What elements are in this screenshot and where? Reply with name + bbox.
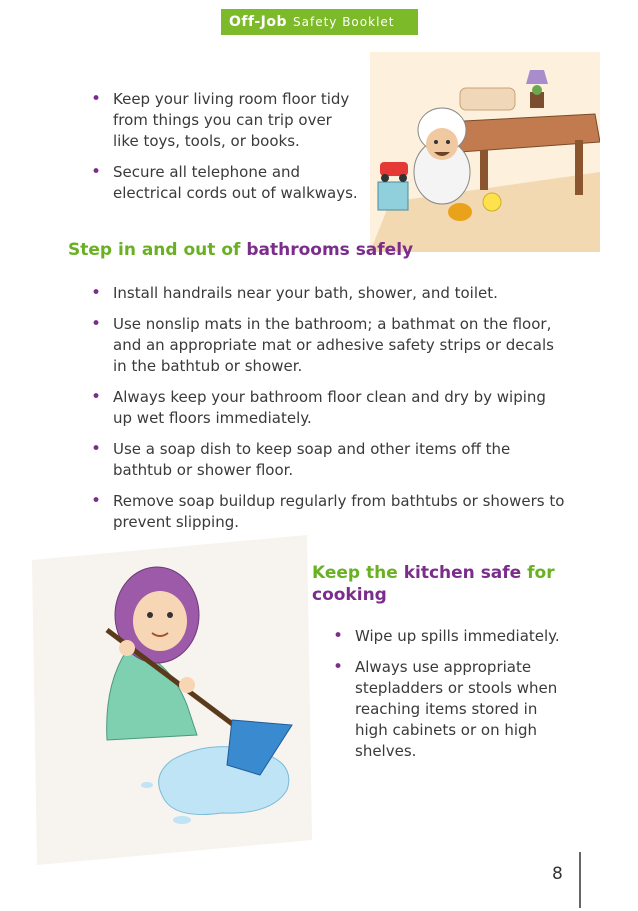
list-item: • Use a soap dish to keep soap and other items off the bathtub or shower floor. <box>91 439 569 481</box>
page-number: 8 <box>552 864 563 884</box>
header-banner <box>221 9 418 35</box>
living-room-illustration <box>370 52 600 252</box>
list-item: • Wipe up spills immediately. <box>333 626 573 647</box>
bathrooms-heading: Step in and out of bathrooms safely <box>68 240 414 260</box>
list-item: • Secure all telephone and electrical cords out of walkways. <box>91 162 361 204</box>
header-subtitle: Safety Booklet <box>293 15 395 29</box>
list-item: • Remove soap buildup regularly from bathtubs or showers to prevent slipping. <box>91 491 569 533</box>
kitchen-list <box>333 626 573 772</box>
bathrooms-list <box>91 283 569 543</box>
list-item: • Always keep your bathroom floor clean and dry by wiping up wet floors immediately. <box>91 387 569 429</box>
list-item: • Always use appropriate stepladders or stools when reaching items stored in high cabinets or on high shelves. <box>333 657 573 762</box>
mopping-illustration <box>22 535 312 865</box>
kitchen-heading: Keep the kitchen safe for cooking <box>312 563 555 605</box>
page-divider <box>579 852 581 908</box>
list-item: • Install handrails near your bath, shower, and toilet. <box>91 283 569 304</box>
living-room-list <box>91 89 361 214</box>
list-item: • Use nonslip mats in the bathroom; a bathmat on the floor, and an appropriate mat or adhesive safety strips or decals in the bathtub or shower. <box>91 314 569 377</box>
header-brand: Off-Job <box>229 14 287 30</box>
list-item: • Keep your living room floor tidy from things you can trip over like toys, tools, or books. <box>91 89 361 152</box>
